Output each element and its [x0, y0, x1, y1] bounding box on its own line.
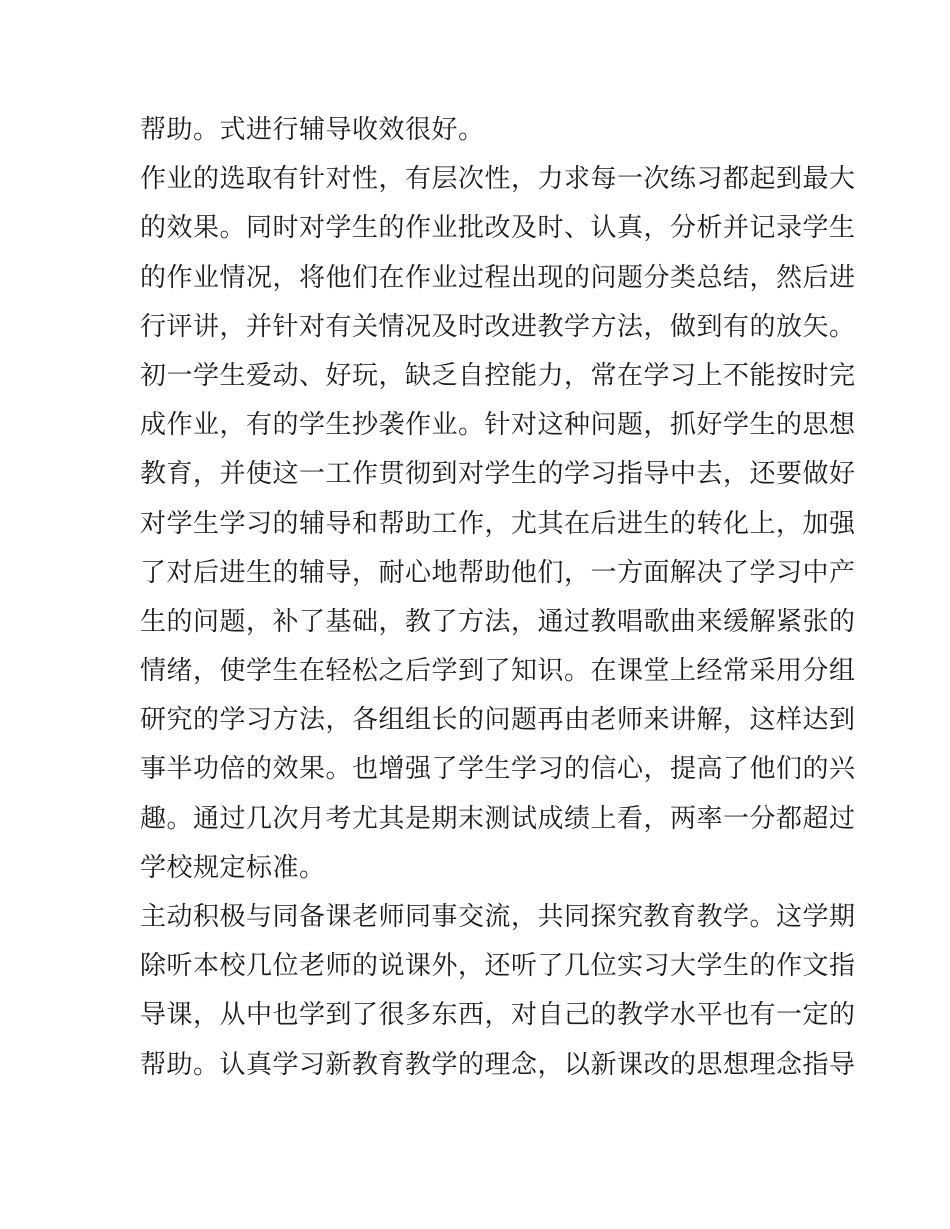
text-line: 成作业，有的学生抄袭作业。针对这种问题，抓好学生的思想: [140, 410, 856, 441]
text-line: 帮助。认真学习新教育教学的理念，以新课改的思想理念指导: [140, 1049, 856, 1080]
text-line: 生的问题，补了基础，教了方法，通过教唱歌曲来缓解紧张的: [140, 606, 856, 637]
text-line: 导课，从中也学到了很多东西，对自己的教学水平也有一定的: [140, 1000, 856, 1031]
text-line: 除听本校几位老师的说课外，还听了几位实习大学生的作文指: [140, 951, 856, 982]
text-line: 趣。通过几次月考尤其是期末测试成绩上看，两率一分都超过: [140, 803, 856, 834]
text-line: 对学生学习的辅导和帮助工作，尤其在后进生的转化上，加强: [140, 508, 856, 539]
text-line: 教育，并使这一工作贯彻到对学生的学习指导中去，还要做好: [140, 459, 856, 490]
text-line: 的效果。同时对学生的作业批改及时、认真，分析并记录学生: [140, 213, 856, 244]
text-line: 的作业情况，将他们在作业过程出现的问题分类总结，然后进: [140, 262, 856, 293]
text-line: 事半功倍的效果。也增强了学生学习的信心，提高了他们的兴: [140, 754, 856, 785]
text-line: 情绪，使学生在轻松之后学到了知识。在课堂上经常采用分组: [140, 656, 856, 687]
text-line: 作业的选取有针对性，有层次性，力求每一次练习都起到最大: [140, 164, 856, 195]
text-line: 研究的学习方法，各组组长的问题再由老师来讲解，这样达到: [140, 705, 856, 736]
document-body: [140, 106, 856, 1090]
text-line: 帮助。式进行辅导收效很好。: [140, 115, 485, 145]
text-line: 初一学生爱动、好玩，缺乏自控能力，常在学习上不能按时完: [140, 360, 856, 391]
text-line: 主动积极与同备课老师同事交流，共同探究教育教学。这学期: [140, 902, 856, 932]
text-line: 了对后进生的辅导，耐心地帮助他们，一方面解决了学习中产: [140, 557, 856, 588]
text-line: 学校规定标准。: [140, 852, 326, 883]
text-line: 行评讲，并针对有关情况及时改进教学方法，做到有的放矢。: [140, 311, 856, 342]
